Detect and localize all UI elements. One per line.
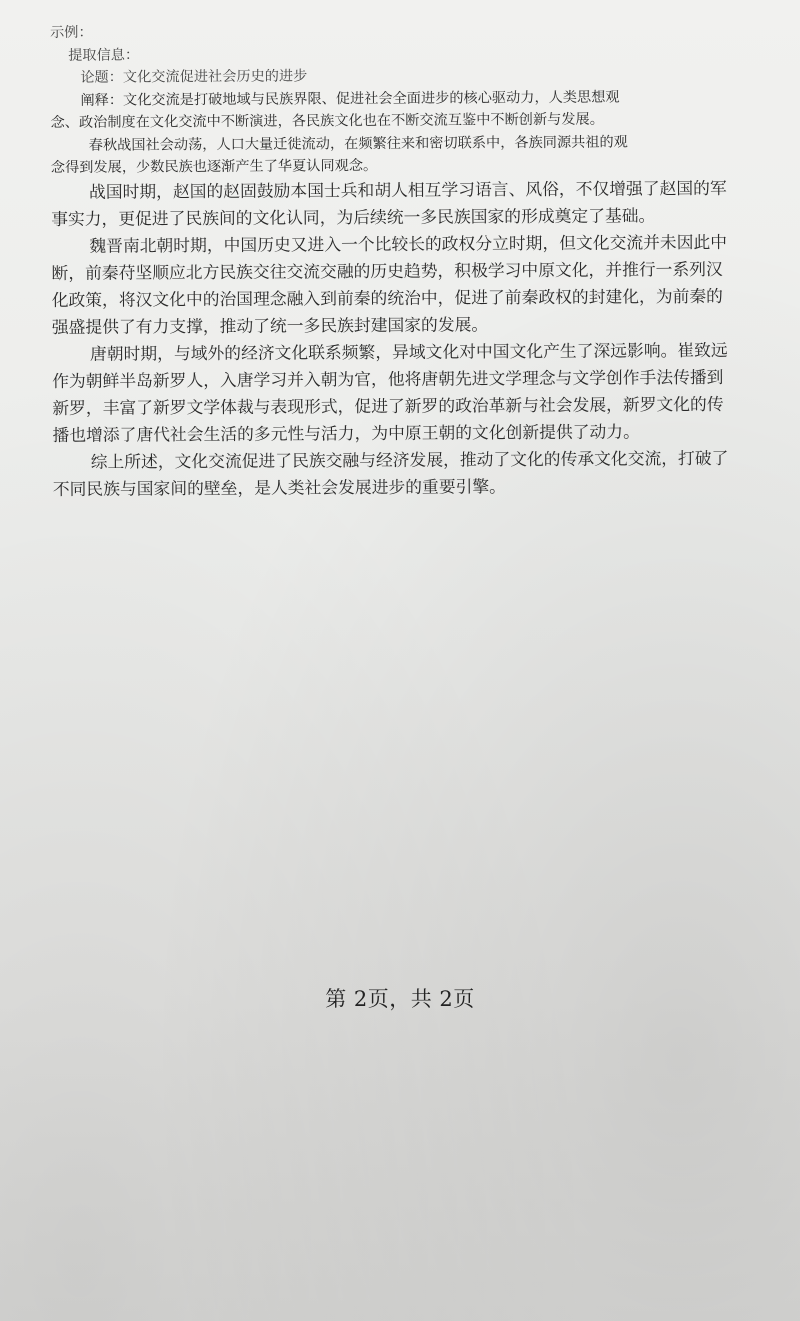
text-line: 综上所述，文化交流促进了民族交融与经济发展，推动了文化的传承文化交流，打破了: [90, 447, 729, 472]
text-line: 论题：文化交流促进社会历史的进步: [80, 68, 308, 86]
text-line: 春秋战国社会动荡，人口大量迁徙流动，在频繁往来和密切联系中，各族同源共祖的观: [88, 133, 628, 154]
text-line: 强盛提供了有力支撑，推动了统一多民族封建国家的发展。: [51, 313, 489, 337]
text-line: 新罗，丰富了新罗文学体裁与表现形式，促进了新罗的政治革新与社会发展，新罗文化的传: [52, 393, 724, 418]
answer-text-block: [50, 22, 765, 508]
text-line: 唐朝时期，与域外的经济文化联系频繁，异域文化对中国文化产生了深远影响。崔致远: [89, 339, 728, 364]
text-line: 战国时期，赵国的赵固鼓励本国士兵和胡人相互学习语言、风俗，不仅增强了赵国的军: [88, 177, 727, 202]
text-line: 阐释：文化交流是打破地域与民族界限、促进社会全面进步的核心驱动力，人类思想观: [80, 89, 620, 109]
text-line: 念得到发展，少数民族也逐渐产生了华夏认同观念。: [50, 158, 378, 176]
text-line: 不同民族与国家间的壁垒，是人类社会发展进步的重要引擎。: [52, 475, 506, 499]
text-line: 作为朝鲜半岛新罗人，入唐学习并入朝为官，他将唐朝先进文学理念与文学创作手法传播到: [52, 366, 724, 391]
page-number-footer: 第 2页，共 2页: [325, 987, 475, 1011]
text-line: 示例：: [49, 24, 93, 41]
text-line: 化政策，将汉文化中的治国理念融入到前秦的统治中，促进了前秦政权的封建化，为前秦的: [51, 285, 723, 310]
text-line: 魏晋南北朝时期，中国历史又进入一个比较长的政权分立时期，但文化交流并未因此中: [89, 231, 728, 256]
text-line: 播也增添了唐代社会生活的多元性与活力，为中原王朝的文化创新提供了动力。: [52, 420, 640, 445]
text-line: 断，前秦苻坚顺应北方民族交往交流交融的历史趋势，积极学习中原文化，并推行一系列汉: [51, 258, 723, 283]
text-line: 事实力，更促进了民族间的文化认同，为后续统一多民族国家的形成奠定了基础。: [51, 204, 656, 229]
text-line: 念、政治制度在文化交流中不断演进，各民族文化也在不断交流互鉴中不断创新与发展。: [50, 111, 604, 131]
text-line: 提取信息：: [68, 46, 140, 64]
